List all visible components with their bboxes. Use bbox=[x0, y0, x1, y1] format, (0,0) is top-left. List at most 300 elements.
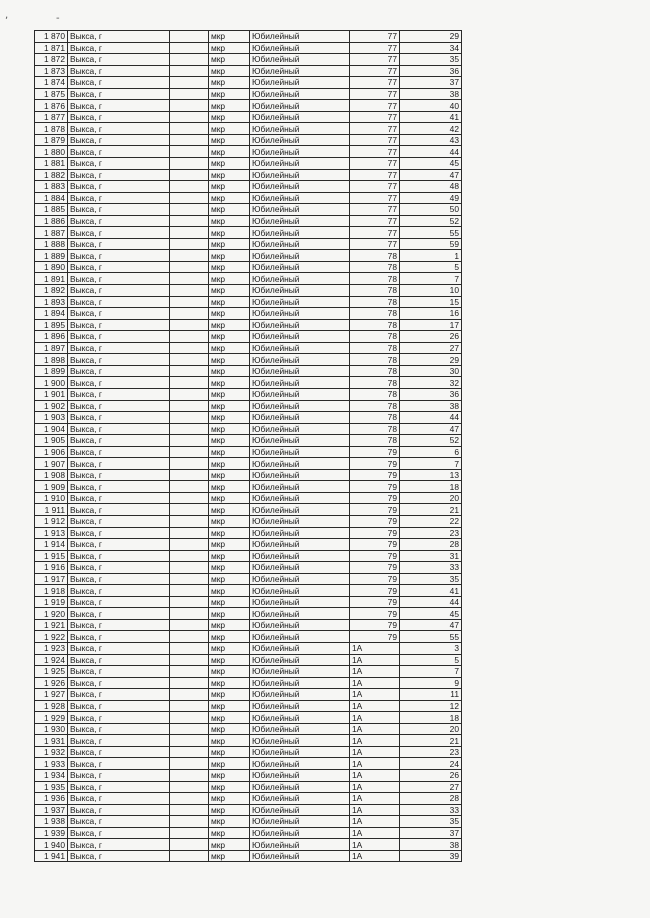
apartment-number-cell: 36 bbox=[400, 65, 462, 77]
table-row bbox=[35, 100, 462, 112]
table-row bbox=[35, 689, 462, 701]
scan-mark: , bbox=[5, 10, 9, 21]
empty-cell bbox=[170, 296, 209, 308]
table-row bbox=[35, 481, 462, 493]
house-number-cell: 77 bbox=[350, 54, 400, 66]
house-number-cell: 77 bbox=[350, 238, 400, 250]
settlement-type-cell: мкр bbox=[209, 158, 250, 170]
street-cell: Юбилейный bbox=[250, 793, 350, 805]
empty-cell bbox=[170, 816, 209, 828]
table-row bbox=[35, 504, 462, 516]
city-cell: Выкса, г bbox=[68, 388, 170, 400]
city-cell: Выкса, г bbox=[68, 331, 170, 343]
settlement-type-cell: мкр bbox=[209, 400, 250, 412]
house-number-cell: 78 bbox=[350, 388, 400, 400]
street-cell: Юбилейный bbox=[250, 596, 350, 608]
table-row bbox=[35, 492, 462, 504]
table-row bbox=[35, 677, 462, 689]
street-cell: Юбилейный bbox=[250, 146, 350, 158]
city-cell: Выкса, г bbox=[68, 342, 170, 354]
apartment-number-cell: 17 bbox=[400, 319, 462, 331]
settlement-type-cell: мкр bbox=[209, 458, 250, 470]
city-cell: Выкса, г bbox=[68, 596, 170, 608]
street-cell: Юбилейный bbox=[250, 723, 350, 735]
city-cell: Выкса, г bbox=[68, 573, 170, 585]
empty-cell bbox=[170, 273, 209, 285]
house-number-cell: 78 bbox=[350, 354, 400, 366]
record-number-cell: 1 891 bbox=[35, 273, 68, 285]
city-cell: Выкса, г bbox=[68, 31, 170, 43]
house-number-cell: 79 bbox=[350, 458, 400, 470]
apartment-number-cell: 24 bbox=[400, 758, 462, 770]
street-cell: Юбилейный bbox=[250, 585, 350, 597]
apartment-number-cell: 37 bbox=[400, 77, 462, 89]
city-cell: Выкса, г bbox=[68, 158, 170, 170]
settlement-type-cell: мкр bbox=[209, 65, 250, 77]
apartment-number-cell: 30 bbox=[400, 365, 462, 377]
city-cell: Выкса, г bbox=[68, 827, 170, 839]
empty-cell bbox=[170, 712, 209, 724]
street-cell: Юбилейный bbox=[250, 100, 350, 112]
empty-cell bbox=[170, 850, 209, 862]
record-number-cell: 1 880 bbox=[35, 146, 68, 158]
street-cell: Юбилейный bbox=[250, 296, 350, 308]
house-number-cell: 79 bbox=[350, 515, 400, 527]
table-row bbox=[35, 515, 462, 527]
record-number-cell: 1 903 bbox=[35, 412, 68, 424]
city-cell: Выкса, г bbox=[68, 642, 170, 654]
empty-cell bbox=[170, 515, 209, 527]
empty-cell bbox=[170, 146, 209, 158]
table-row bbox=[35, 804, 462, 816]
street-cell: Юбилейный bbox=[250, 492, 350, 504]
city-cell: Выкса, г bbox=[68, 134, 170, 146]
table-row bbox=[35, 400, 462, 412]
table-row bbox=[35, 746, 462, 758]
city-cell: Выкса, г bbox=[68, 666, 170, 678]
empty-cell bbox=[170, 666, 209, 678]
apartment-number-cell: 45 bbox=[400, 608, 462, 620]
apartment-number-cell: 28 bbox=[400, 539, 462, 551]
table-row bbox=[35, 111, 462, 123]
apartment-number-cell: 12 bbox=[400, 700, 462, 712]
street-cell: Юбилейный bbox=[250, 42, 350, 54]
table-row bbox=[35, 700, 462, 712]
street-cell: Юбилейный bbox=[250, 204, 350, 216]
house-number-cell: 78 bbox=[350, 342, 400, 354]
record-number-cell: 1 878 bbox=[35, 123, 68, 135]
city-cell: Выкса, г bbox=[68, 412, 170, 424]
street-cell: Юбилейный bbox=[250, 827, 350, 839]
house-number-cell: 77 bbox=[350, 77, 400, 89]
city-cell: Выкса, г bbox=[68, 527, 170, 539]
house-number-cell: 79 bbox=[350, 446, 400, 458]
settlement-type-cell: мкр bbox=[209, 677, 250, 689]
table-row bbox=[35, 573, 462, 585]
empty-cell bbox=[170, 158, 209, 170]
house-number-cell: 78 bbox=[350, 365, 400, 377]
table-row bbox=[35, 146, 462, 158]
table-row bbox=[35, 839, 462, 851]
street-cell: Юбилейный bbox=[250, 400, 350, 412]
record-number-cell: 1 913 bbox=[35, 527, 68, 539]
street-cell: Юбилейный bbox=[250, 54, 350, 66]
record-number-cell: 1 889 bbox=[35, 250, 68, 262]
city-cell: Выкса, г bbox=[68, 377, 170, 389]
empty-cell bbox=[170, 469, 209, 481]
city-cell: Выкса, г bbox=[68, 111, 170, 123]
city-cell: Выкса, г bbox=[68, 539, 170, 551]
scan-mark: - bbox=[56, 13, 60, 24]
street-cell: Юбилейный bbox=[250, 481, 350, 493]
empty-cell bbox=[170, 192, 209, 204]
city-cell: Выкса, г bbox=[68, 585, 170, 597]
apartment-number-cell: 36 bbox=[400, 388, 462, 400]
street-cell: Юбилейный bbox=[250, 816, 350, 828]
empty-cell bbox=[170, 354, 209, 366]
table-row bbox=[35, 250, 462, 262]
settlement-type-cell: мкр bbox=[209, 527, 250, 539]
table-row bbox=[35, 134, 462, 146]
house-number-cell: 78 bbox=[350, 423, 400, 435]
street-cell: Юбилейный bbox=[250, 377, 350, 389]
house-number-cell: 1А bbox=[350, 689, 400, 701]
street-cell: Юбилейный bbox=[250, 423, 350, 435]
apartment-number-cell: 35 bbox=[400, 816, 462, 828]
apartment-number-cell: 10 bbox=[400, 285, 462, 297]
house-number-cell: 77 bbox=[350, 88, 400, 100]
street-cell: Юбилейный bbox=[250, 619, 350, 631]
apartment-number-cell: 28 bbox=[400, 793, 462, 805]
empty-cell bbox=[170, 689, 209, 701]
table-row bbox=[35, 770, 462, 782]
settlement-type-cell: мкр bbox=[209, 827, 250, 839]
house-number-cell: 79 bbox=[350, 619, 400, 631]
record-number-cell: 1 905 bbox=[35, 435, 68, 447]
empty-cell bbox=[170, 435, 209, 447]
table-row bbox=[35, 562, 462, 574]
street-cell: Юбилейный bbox=[250, 261, 350, 273]
house-number-cell: 79 bbox=[350, 596, 400, 608]
record-number-cell: 1 920 bbox=[35, 608, 68, 620]
record-number-cell: 1 933 bbox=[35, 758, 68, 770]
street-cell: Юбилейный bbox=[250, 227, 350, 239]
house-number-cell: 79 bbox=[350, 492, 400, 504]
house-number-cell: 79 bbox=[350, 608, 400, 620]
city-cell: Выкса, г bbox=[68, 492, 170, 504]
record-number-cell: 1 874 bbox=[35, 77, 68, 89]
city-cell: Выкса, г bbox=[68, 712, 170, 724]
table-row bbox=[35, 204, 462, 216]
table-row bbox=[35, 342, 462, 354]
city-cell: Выкса, г bbox=[68, 42, 170, 54]
house-number-cell: 1А bbox=[350, 642, 400, 654]
house-number-cell: 77 bbox=[350, 181, 400, 193]
record-number-cell: 1 935 bbox=[35, 781, 68, 793]
house-number-cell: 79 bbox=[350, 631, 400, 643]
apartment-number-cell: 21 bbox=[400, 504, 462, 516]
city-cell: Выкса, г bbox=[68, 850, 170, 862]
house-number-cell: 79 bbox=[350, 573, 400, 585]
record-number-cell: 1 909 bbox=[35, 481, 68, 493]
empty-cell bbox=[170, 504, 209, 516]
table-row bbox=[35, 388, 462, 400]
empty-cell bbox=[170, 400, 209, 412]
empty-cell bbox=[170, 215, 209, 227]
apartment-number-cell: 52 bbox=[400, 435, 462, 447]
city-cell: Выкса, г bbox=[68, 793, 170, 805]
city-cell: Выкса, г bbox=[68, 273, 170, 285]
street-cell: Юбилейный bbox=[250, 169, 350, 181]
apartment-number-cell: 6 bbox=[400, 446, 462, 458]
apartment-number-cell: 7 bbox=[400, 273, 462, 285]
city-cell: Выкса, г bbox=[68, 100, 170, 112]
apartment-number-cell: 42 bbox=[400, 123, 462, 135]
street-cell: Юбилейный bbox=[250, 319, 350, 331]
settlement-type-cell: мкр bbox=[209, 723, 250, 735]
settlement-type-cell: мкр bbox=[209, 354, 250, 366]
settlement-type-cell: мкр bbox=[209, 134, 250, 146]
street-cell: Юбилейный bbox=[250, 573, 350, 585]
apartment-number-cell: 41 bbox=[400, 111, 462, 123]
table-row bbox=[35, 527, 462, 539]
record-number-cell: 1 882 bbox=[35, 169, 68, 181]
empty-cell bbox=[170, 65, 209, 77]
table-row bbox=[35, 446, 462, 458]
empty-cell bbox=[170, 42, 209, 54]
record-number-cell: 1 890 bbox=[35, 261, 68, 273]
street-cell: Юбилейный bbox=[250, 65, 350, 77]
city-cell: Выкса, г bbox=[68, 146, 170, 158]
settlement-type-cell: мкр bbox=[209, 227, 250, 239]
record-number-cell: 1 914 bbox=[35, 539, 68, 551]
empty-cell bbox=[170, 827, 209, 839]
settlement-type-cell: мкр bbox=[209, 666, 250, 678]
street-cell: Юбилейный bbox=[250, 388, 350, 400]
apartment-number-cell: 5 bbox=[400, 261, 462, 273]
city-cell: Выкса, г bbox=[68, 319, 170, 331]
table-row bbox=[35, 215, 462, 227]
settlement-type-cell: мкр bbox=[209, 758, 250, 770]
table-row bbox=[35, 377, 462, 389]
street-cell: Юбилейный bbox=[250, 446, 350, 458]
record-number-cell: 1 917 bbox=[35, 573, 68, 585]
city-cell: Выкса, г bbox=[68, 285, 170, 297]
address-table-body bbox=[35, 31, 462, 862]
settlement-type-cell: мкр bbox=[209, 412, 250, 424]
street-cell: Юбилейный bbox=[250, 354, 350, 366]
empty-cell bbox=[170, 550, 209, 562]
city-cell: Выкса, г bbox=[68, 77, 170, 89]
empty-cell bbox=[170, 365, 209, 377]
record-number-cell: 1 886 bbox=[35, 215, 68, 227]
street-cell: Юбилейный bbox=[250, 689, 350, 701]
table-row bbox=[35, 816, 462, 828]
apartment-number-cell: 38 bbox=[400, 88, 462, 100]
record-number-cell: 1 899 bbox=[35, 365, 68, 377]
settlement-type-cell: мкр bbox=[209, 273, 250, 285]
record-number-cell: 1 930 bbox=[35, 723, 68, 735]
house-number-cell: 1А bbox=[350, 827, 400, 839]
table-row bbox=[35, 654, 462, 666]
apartment-number-cell: 59 bbox=[400, 238, 462, 250]
city-cell: Выкса, г bbox=[68, 88, 170, 100]
city-cell: Выкса, г bbox=[68, 631, 170, 643]
house-number-cell: 78 bbox=[350, 285, 400, 297]
table-row bbox=[35, 458, 462, 470]
table-row bbox=[35, 181, 462, 193]
record-number-cell: 1 910 bbox=[35, 492, 68, 504]
apartment-number-cell: 16 bbox=[400, 308, 462, 320]
city-cell: Выкса, г bbox=[68, 677, 170, 689]
city-cell: Выкса, г bbox=[68, 608, 170, 620]
settlement-type-cell: мкр bbox=[209, 331, 250, 343]
street-cell: Юбилейный bbox=[250, 308, 350, 320]
table-row bbox=[35, 850, 462, 862]
record-number-cell: 1 894 bbox=[35, 308, 68, 320]
city-cell: Выкса, г bbox=[68, 215, 170, 227]
street-cell: Юбилейный bbox=[250, 111, 350, 123]
settlement-type-cell: мкр bbox=[209, 54, 250, 66]
street-cell: Юбилейный bbox=[250, 527, 350, 539]
record-number-cell: 1 897 bbox=[35, 342, 68, 354]
settlement-type-cell: мкр bbox=[209, 804, 250, 816]
record-number-cell: 1 924 bbox=[35, 654, 68, 666]
settlement-type-cell: мкр bbox=[209, 365, 250, 377]
address-register-sheet bbox=[34, 30, 462, 862]
street-cell: Юбилейный bbox=[250, 365, 350, 377]
street-cell: Юбилейный bbox=[250, 412, 350, 424]
street-cell: Юбилейный bbox=[250, 539, 350, 551]
house-number-cell: 77 bbox=[350, 158, 400, 170]
empty-cell bbox=[170, 446, 209, 458]
record-number-cell: 1 916 bbox=[35, 562, 68, 574]
record-number-cell: 1 941 bbox=[35, 850, 68, 862]
street-cell: Юбилейный bbox=[250, 435, 350, 447]
table-row bbox=[35, 469, 462, 481]
apartment-number-cell: 18 bbox=[400, 481, 462, 493]
house-number-cell: 1А bbox=[350, 735, 400, 747]
empty-cell bbox=[170, 585, 209, 597]
table-row bbox=[35, 261, 462, 273]
apartment-number-cell: 23 bbox=[400, 746, 462, 758]
apartment-number-cell: 47 bbox=[400, 619, 462, 631]
record-number-cell: 1 939 bbox=[35, 827, 68, 839]
settlement-type-cell: мкр bbox=[209, 735, 250, 747]
record-number-cell: 1 931 bbox=[35, 735, 68, 747]
house-number-cell: 1А bbox=[350, 712, 400, 724]
street-cell: Юбилейный bbox=[250, 677, 350, 689]
empty-cell bbox=[170, 31, 209, 43]
table-row bbox=[35, 723, 462, 735]
table-row bbox=[35, 227, 462, 239]
record-number-cell: 1 879 bbox=[35, 134, 68, 146]
empty-cell bbox=[170, 388, 209, 400]
city-cell: Выкса, г bbox=[68, 816, 170, 828]
settlement-type-cell: мкр bbox=[209, 816, 250, 828]
apartment-number-cell: 13 bbox=[400, 469, 462, 481]
apartment-number-cell: 55 bbox=[400, 227, 462, 239]
house-number-cell: 77 bbox=[350, 215, 400, 227]
table-row bbox=[35, 54, 462, 66]
record-number-cell: 1 908 bbox=[35, 469, 68, 481]
settlement-type-cell: мкр bbox=[209, 31, 250, 43]
empty-cell bbox=[170, 677, 209, 689]
house-number-cell: 1А bbox=[350, 700, 400, 712]
table-row bbox=[35, 793, 462, 805]
empty-cell bbox=[170, 169, 209, 181]
apartment-number-cell: 33 bbox=[400, 804, 462, 816]
record-number-cell: 1 883 bbox=[35, 181, 68, 193]
apartment-number-cell: 3 bbox=[400, 642, 462, 654]
street-cell: Юбилейный bbox=[250, 631, 350, 643]
record-number-cell: 1 929 bbox=[35, 712, 68, 724]
apartment-number-cell: 29 bbox=[400, 354, 462, 366]
empty-cell bbox=[170, 111, 209, 123]
city-cell: Выкса, г bbox=[68, 700, 170, 712]
city-cell: Выкса, г bbox=[68, 689, 170, 701]
street-cell: Юбилейный bbox=[250, 285, 350, 297]
apartment-number-cell: 40 bbox=[400, 100, 462, 112]
street-cell: Юбилейный bbox=[250, 331, 350, 343]
table-row bbox=[35, 642, 462, 654]
settlement-type-cell: мкр bbox=[209, 504, 250, 516]
settlement-type-cell: мкр bbox=[209, 342, 250, 354]
settlement-type-cell: мкр bbox=[209, 169, 250, 181]
street-cell: Юбилейный bbox=[250, 804, 350, 816]
house-number-cell: 77 bbox=[350, 100, 400, 112]
record-number-cell: 1 925 bbox=[35, 666, 68, 678]
apartment-number-cell: 27 bbox=[400, 781, 462, 793]
settlement-type-cell: мкр bbox=[209, 492, 250, 504]
settlement-type-cell: мкр bbox=[209, 215, 250, 227]
table-row bbox=[35, 608, 462, 620]
street-cell: Юбилейный bbox=[250, 562, 350, 574]
settlement-type-cell: мкр bbox=[209, 515, 250, 527]
record-number-cell: 1 901 bbox=[35, 388, 68, 400]
address-table bbox=[34, 30, 462, 862]
record-number-cell: 1 934 bbox=[35, 770, 68, 782]
apartment-number-cell: 29 bbox=[400, 31, 462, 43]
table-row bbox=[35, 412, 462, 424]
apartment-number-cell: 37 bbox=[400, 827, 462, 839]
empty-cell bbox=[170, 562, 209, 574]
city-cell: Выкса, г bbox=[68, 192, 170, 204]
settlement-type-cell: мкр bbox=[209, 469, 250, 481]
apartment-number-cell: 11 bbox=[400, 689, 462, 701]
house-number-cell: 77 bbox=[350, 111, 400, 123]
apartment-number-cell: 33 bbox=[400, 562, 462, 574]
settlement-type-cell: мкр bbox=[209, 850, 250, 862]
apartment-number-cell: 38 bbox=[400, 400, 462, 412]
city-cell: Выкса, г bbox=[68, 839, 170, 851]
apartment-number-cell: 21 bbox=[400, 735, 462, 747]
street-cell: Юбилейный bbox=[250, 238, 350, 250]
record-number-cell: 1 938 bbox=[35, 816, 68, 828]
table-row bbox=[35, 42, 462, 54]
city-cell: Выкса, г bbox=[68, 354, 170, 366]
city-cell: Выкса, г bbox=[68, 481, 170, 493]
empty-cell bbox=[170, 539, 209, 551]
empty-cell bbox=[170, 134, 209, 146]
street-cell: Юбилейный bbox=[250, 215, 350, 227]
record-number-cell: 1 926 bbox=[35, 677, 68, 689]
house-number-cell: 78 bbox=[350, 377, 400, 389]
empty-cell bbox=[170, 204, 209, 216]
house-number-cell: 1А bbox=[350, 804, 400, 816]
house-number-cell: 1А bbox=[350, 746, 400, 758]
house-number-cell: 79 bbox=[350, 527, 400, 539]
